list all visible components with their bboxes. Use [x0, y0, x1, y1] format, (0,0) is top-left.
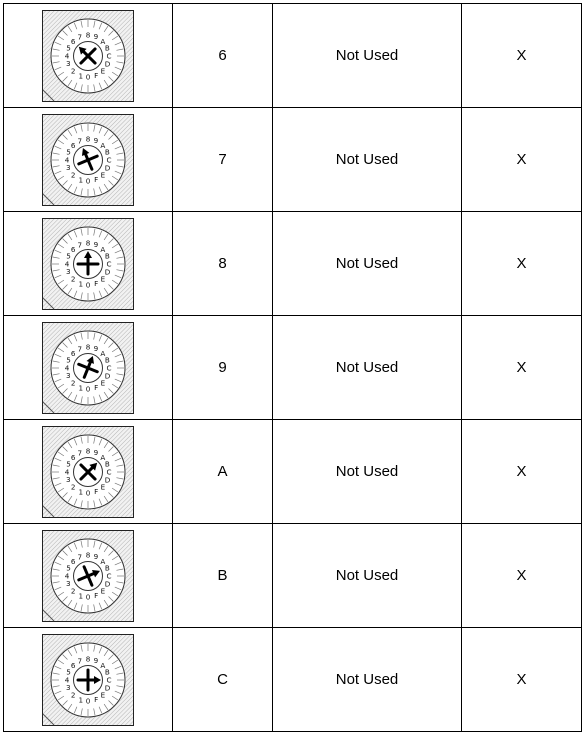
dial-position-label: 4: [64, 51, 70, 61]
rotary-dial-icon: [42, 530, 134, 622]
dial-position-label: 6: [70, 140, 76, 150]
dial-position-label: D: [104, 266, 111, 276]
mark-cell: X: [462, 420, 582, 524]
dial-position-label: 4: [64, 363, 70, 373]
dial-position-label: 7: [77, 135, 83, 145]
setting-cell: 7: [173, 108, 273, 212]
setting-cell: 6: [173, 4, 273, 108]
table-row: [4, 4, 582, 108]
dial-position-label: 8: [85, 550, 91, 560]
dial-position-label: 0: [85, 696, 91, 706]
dial-cell: [4, 212, 173, 316]
mark-cell: X: [462, 212, 582, 316]
dial-position-label: E: [100, 585, 106, 595]
usage-cell: Not Used: [273, 212, 462, 316]
dial-position-label: 9: [93, 343, 99, 353]
dial-position-label: E: [100, 65, 106, 75]
dial-position-label: 9: [93, 31, 99, 41]
dial-position-label: 8: [85, 238, 91, 248]
dial-position-label: 0: [85, 488, 91, 498]
dial-position-label: 4: [64, 155, 70, 165]
dial-position-label: 7: [77, 239, 83, 249]
dial-position-label: A: [100, 556, 106, 566]
dial-position-label: 3: [65, 162, 71, 172]
dial-position-label: 0: [85, 592, 91, 602]
dial-position-label: 5: [66, 43, 71, 53]
usage-cell: Not Used: [273, 420, 462, 524]
dial-position-label: 5: [66, 251, 71, 261]
dial-position-label: 2: [70, 689, 76, 699]
dial-cell: [4, 524, 173, 628]
setting-cell: 8: [173, 212, 273, 316]
dial-position-label: 2: [70, 377, 76, 387]
table-row: [4, 628, 582, 732]
dial-position-label: 0: [85, 72, 91, 82]
dial-position-label: 4: [64, 571, 70, 581]
dial-position-label: 3: [65, 578, 71, 588]
setting-cell: 9: [173, 316, 273, 420]
dial-position-label: C: [106, 155, 112, 165]
setting-cell: A: [173, 420, 273, 524]
rotary-dial-icon: [42, 218, 134, 310]
dial-position-label: 9: [93, 655, 99, 665]
rotary-dial-icon: [42, 10, 134, 102]
dial-position-label: 3: [65, 266, 71, 276]
usage-cell: Not Used: [273, 524, 462, 628]
dial-position-label: A: [100, 348, 106, 358]
dial-position-label: F: [94, 382, 99, 392]
dial-position-label: 6: [70, 452, 76, 462]
dial-position-label: C: [106, 259, 112, 269]
dial-position-label: D: [104, 162, 111, 172]
dial-position-label: 4: [64, 675, 70, 685]
dial-position-label: B: [104, 42, 110, 52]
dial-position-label: 0: [85, 384, 91, 394]
dial-position-label: C: [106, 363, 112, 373]
table-row: [4, 316, 582, 420]
dial-cell: [4, 108, 173, 212]
dial-position-label: 3: [65, 682, 71, 692]
dial-position-label: 3: [65, 370, 71, 380]
dial-position-label: 8: [85, 654, 91, 664]
dial-position-label: C: [106, 571, 112, 581]
usage-cell: Not Used: [273, 316, 462, 420]
dial-position-label: 6: [70, 36, 76, 46]
dial-position-label: E: [100, 377, 106, 387]
dial-position-label: F: [94, 694, 99, 704]
dial-position-label: F: [94, 174, 99, 184]
dial-position-label: 4: [64, 259, 70, 269]
dial-position-label: C: [106, 675, 112, 685]
dial-position-label: D: [104, 370, 111, 380]
usage-cell: Not Used: [273, 108, 462, 212]
dial-position-label: 5: [66, 459, 71, 469]
dial-position-label: 7: [77, 343, 83, 353]
dial-position-label: 4: [64, 467, 70, 477]
dial-position-label: 6: [70, 348, 76, 358]
dial-cell: [4, 316, 173, 420]
dial-position-label: D: [104, 474, 111, 484]
dial-position-label: 2: [70, 65, 76, 75]
dial-position-label: 9: [93, 551, 99, 561]
dial-position-label: 5: [66, 355, 71, 365]
dial-position-label: 5: [66, 147, 71, 157]
dial-position-label: B: [104, 146, 110, 156]
dial-position-label: A: [100, 244, 106, 254]
dial-position-label: F: [94, 486, 99, 496]
dial-position-label: D: [104, 578, 111, 588]
rotary-dial-icon: [42, 322, 134, 414]
mark-cell: X: [462, 524, 582, 628]
mark-cell: X: [462, 4, 582, 108]
dial-position-label: 0: [85, 280, 91, 290]
rotary-dial-icon: [42, 426, 134, 518]
rotary-switch-table: [3, 3, 582, 732]
dial-position-label: A: [100, 660, 106, 670]
dial-position-label: 1: [78, 174, 84, 184]
dial-position-label: 7: [77, 447, 83, 457]
dial-position-label: 9: [93, 447, 99, 457]
dial-position-label: 1: [78, 70, 84, 80]
dial-position-label: B: [104, 354, 110, 364]
dial-position-label: 6: [70, 660, 76, 670]
dial-position-label: 7: [77, 655, 83, 665]
dial-position-label: 8: [85, 134, 91, 144]
dial-position-label: 6: [70, 556, 76, 566]
dial-position-label: 3: [65, 58, 71, 68]
mark-cell: X: [462, 108, 582, 212]
dial-position-label: 9: [93, 239, 99, 249]
dial-position-label: 1: [78, 382, 84, 392]
dial-position-label: B: [104, 562, 110, 572]
dial-position-label: 2: [70, 169, 76, 179]
usage-cell: Not Used: [273, 4, 462, 108]
dial-position-label: A: [100, 140, 106, 150]
dial-position-label: A: [100, 36, 106, 46]
dial-position-label: 8: [85, 30, 91, 40]
dial-position-label: E: [100, 481, 106, 491]
dial-position-label: 2: [70, 481, 76, 491]
dial-position-label: E: [100, 169, 106, 179]
dial-position-label: F: [94, 70, 99, 80]
table-body: [4, 4, 582, 732]
dial-position-label: 1: [78, 590, 84, 600]
dial-position-label: 1: [78, 278, 84, 288]
dial-position-label: 3: [65, 474, 71, 484]
rotary-dial-icon: [42, 114, 134, 206]
dial-position-label: 7: [77, 31, 83, 41]
dial-position-label: 8: [85, 342, 91, 352]
mark-cell: X: [462, 316, 582, 420]
dial-position-label: B: [104, 666, 110, 676]
table-row: [4, 420, 582, 524]
dial-position-label: 8: [85, 446, 91, 456]
dial-position-label: A: [100, 452, 106, 462]
dial-position-label: 6: [70, 244, 76, 254]
usage-cell: Not Used: [273, 628, 462, 732]
table-row: [4, 524, 582, 628]
dial-position-label: 2: [70, 585, 76, 595]
dial-position-label: 2: [70, 273, 76, 283]
rotary-dial-icon: [42, 634, 134, 726]
dial-position-label: E: [100, 273, 106, 283]
dial-position-label: D: [104, 58, 111, 68]
mark-cell: X: [462, 628, 582, 732]
dial-position-label: B: [104, 458, 110, 468]
table-row: [4, 212, 582, 316]
dial-position-label: F: [94, 590, 99, 600]
dial-position-label: 7: [77, 551, 83, 561]
dial-cell: [4, 420, 173, 524]
setting-cell: C: [173, 628, 273, 732]
setting-cell: B: [173, 524, 273, 628]
dial-position-label: 5: [66, 667, 71, 677]
dial-cell: [4, 628, 173, 732]
dial-position-label: 5: [66, 563, 71, 573]
dial-position-label: 1: [78, 694, 84, 704]
dial-position-label: D: [104, 682, 111, 692]
dial-position-label: 1: [78, 486, 84, 496]
dial-position-label: C: [106, 467, 112, 477]
table-row: [4, 108, 582, 212]
dial-position-label: 0: [85, 176, 91, 186]
dial-position-label: F: [94, 278, 99, 288]
dial-cell: [4, 4, 173, 108]
dial-position-label: C: [106, 51, 112, 61]
dial-position-label: 9: [93, 135, 99, 145]
dial-position-label: B: [104, 250, 110, 260]
dial-position-label: E: [100, 689, 106, 699]
